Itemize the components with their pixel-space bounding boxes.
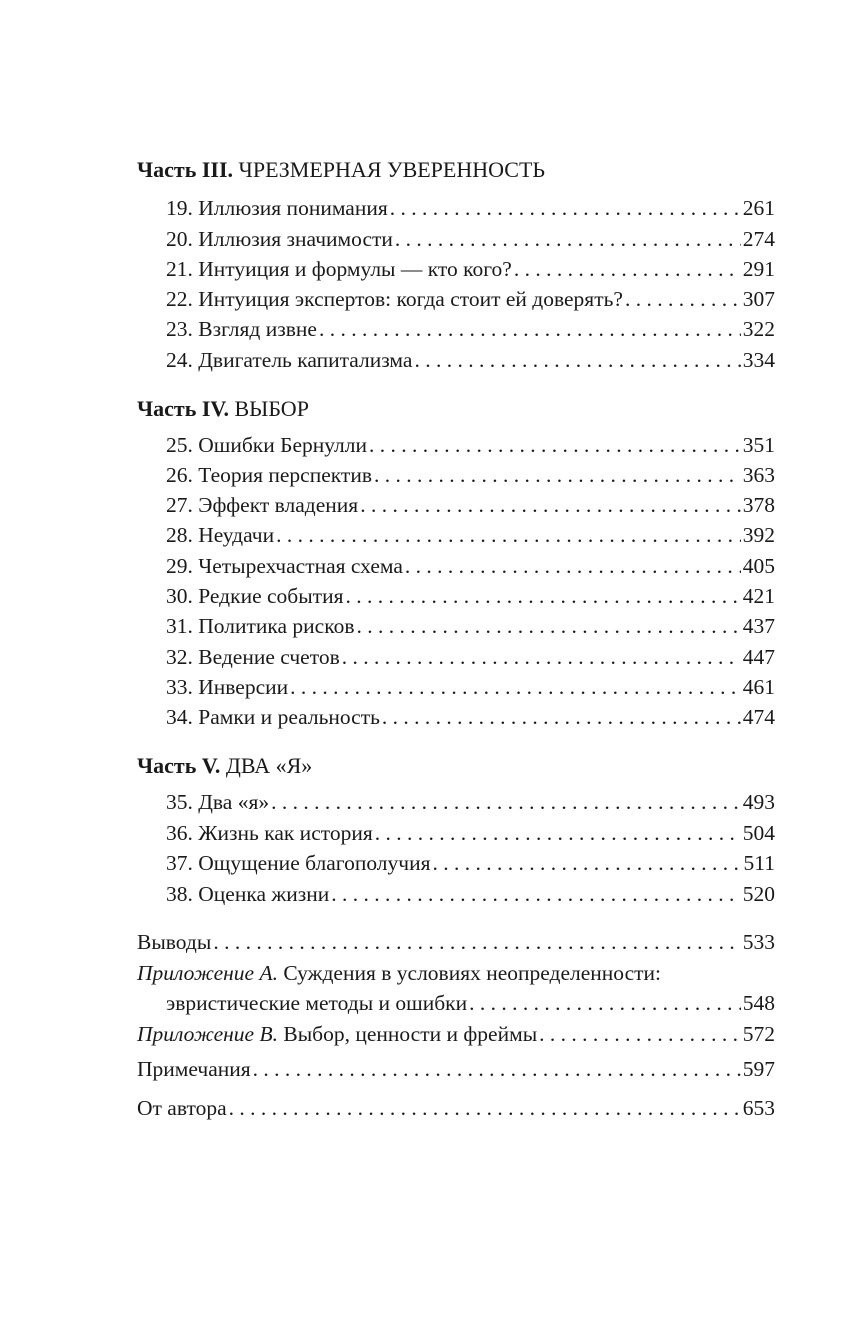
entry-title: От автора [137,1096,227,1120]
dot-leader [369,430,741,460]
entry-title: эвристические методы и ошибки [166,991,468,1015]
toc-entry [166,490,775,520]
entry-title: 19. Иллюзия понимания [166,196,388,220]
entry-title: 36. Жизнь как история [166,821,373,845]
toc-entry [166,581,775,611]
toc-entry [166,254,775,284]
dot-leader [469,988,741,1018]
part-label: Часть V. [137,753,221,778]
dot-leader [271,787,741,817]
entry-title: 20. Иллюзия значимости [166,227,393,251]
entry-page: 572 [742,1022,775,1046]
dot-leader [374,460,741,490]
dot-leader [395,224,741,254]
dot-leader [253,1054,741,1084]
dot-leader [276,520,741,550]
dot-leader [356,611,740,641]
toc-entry-conclusions [137,927,775,957]
entry-title: 28. Неудачи [166,523,275,547]
entry-title [137,1019,537,1049]
entry-page: 421 [742,584,775,608]
entry-title: 35. Два «я» [166,790,270,814]
entry-title: 37. Ощущение благополучия [166,851,431,875]
entry-title: 32. Ведение счетов [166,645,340,669]
dot-leader [345,581,740,611]
dot-leader [229,1093,741,1123]
part-label: Часть III. [137,157,234,182]
dot-leader [375,818,741,848]
entry-page: 322 [742,317,775,341]
dot-leader [360,490,741,520]
entry-title: 25. Ошибки Бернулли [166,433,368,457]
entry-page: 520 [742,882,775,906]
toc-entry [166,430,775,460]
entry-page: 351 [742,433,775,457]
toc-entry [166,314,775,344]
dot-leader [342,642,741,672]
toc-entry [166,224,775,254]
dot-leader [514,254,741,284]
part-label: Часть IV. [137,396,229,421]
entry-page: 261 [742,196,775,220]
dot-leader [331,879,741,909]
appendix-title-line1: Суждения в условиях неопределенности: [283,961,661,985]
dot-leader [319,314,741,344]
toc-entry [166,611,775,641]
toc-entry [166,284,775,314]
entry-title: 24. Двигатель капитализма [166,348,413,372]
entry-page: 363 [742,463,775,487]
entry-title: Примечания [137,1057,251,1081]
toc-entry-notes [137,1054,775,1084]
part-title: ДВА «Я» [225,753,313,778]
dot-leader [432,848,741,878]
dot-leader [414,345,740,375]
entry-page: 493 [742,790,775,814]
dot-leader [390,193,741,223]
entry-title: Выводы [137,930,212,954]
entry-title: 23. Взгляд извне [166,317,317,341]
entry-title: 34. Рамки и реальность [166,705,380,729]
toc-entry-author [137,1093,775,1123]
appendix-a-heading [137,958,661,988]
dot-leader [405,551,741,581]
entry-page: 307 [742,287,775,311]
entry-page: 437 [742,614,775,638]
entry-title: 27. Эффект владения [166,493,359,517]
entry-title: 38. Оценка жизни [166,882,330,906]
entry-page: 392 [742,523,775,547]
entry-title: 22. Интуиция экспертов: когда стоит ей доверять? [166,287,623,311]
entry-page: 511 [743,851,775,875]
entry-page: 597 [742,1057,775,1081]
entry-page: 533 [742,930,775,954]
toc-entry [166,520,775,550]
entry-title: 29. Четырехчастная схема [166,554,403,578]
entry-title: 30. Редкие события [166,584,344,608]
toc-entry [166,193,775,223]
toc-entry [166,460,775,490]
appendix-title: Выбор, ценности и фреймы [283,1022,538,1046]
entry-title: 26. Теория перспектив [166,463,372,487]
dot-leader [290,672,741,702]
toc-entry-appendix-b [137,1019,775,1049]
part-heading-5 [137,751,312,781]
part-title: ЧРЕЗМЕРНАЯ УВЕРЕННОСТЬ [238,157,546,182]
entry-page: 274 [742,227,775,251]
entry-page: 548 [742,991,775,1015]
entry-title: 31. Политика рисков [166,614,355,638]
entry-page: 474 [742,705,775,729]
entry-page: 447 [742,645,775,669]
entry-page: 291 [742,257,775,281]
dot-leader [213,927,740,957]
toc-entry-appendix-a [166,988,775,1018]
entry-page: 405 [742,554,775,578]
entry-page: 378 [742,493,775,517]
part-heading-4 [137,394,309,424]
part-title: ВЫБОР [234,396,309,421]
dot-leader [382,702,741,732]
appendix-label: Приложение А. [137,961,278,985]
toc-entry [166,551,775,581]
dot-leader [625,284,741,314]
appendix-label: Приложение B. [137,1022,278,1046]
dot-leader [539,1019,741,1049]
entry-page: 334 [742,348,775,372]
toc-entry [166,848,775,878]
entry-page: 653 [742,1096,775,1120]
toc-entry [166,702,775,732]
toc-entry [166,787,775,817]
entry-page: 461 [742,675,775,699]
entry-title: 33. Инверсии [166,675,289,699]
toc-entry [166,672,775,702]
toc-entry [166,879,775,909]
entry-title: 21. Интуиция и формулы — кто кого? [166,257,512,281]
entry-page: 504 [742,821,775,845]
toc-entry [166,345,775,375]
toc-entry [166,818,775,848]
toc-entry [166,642,775,672]
part-heading-3 [137,155,545,185]
